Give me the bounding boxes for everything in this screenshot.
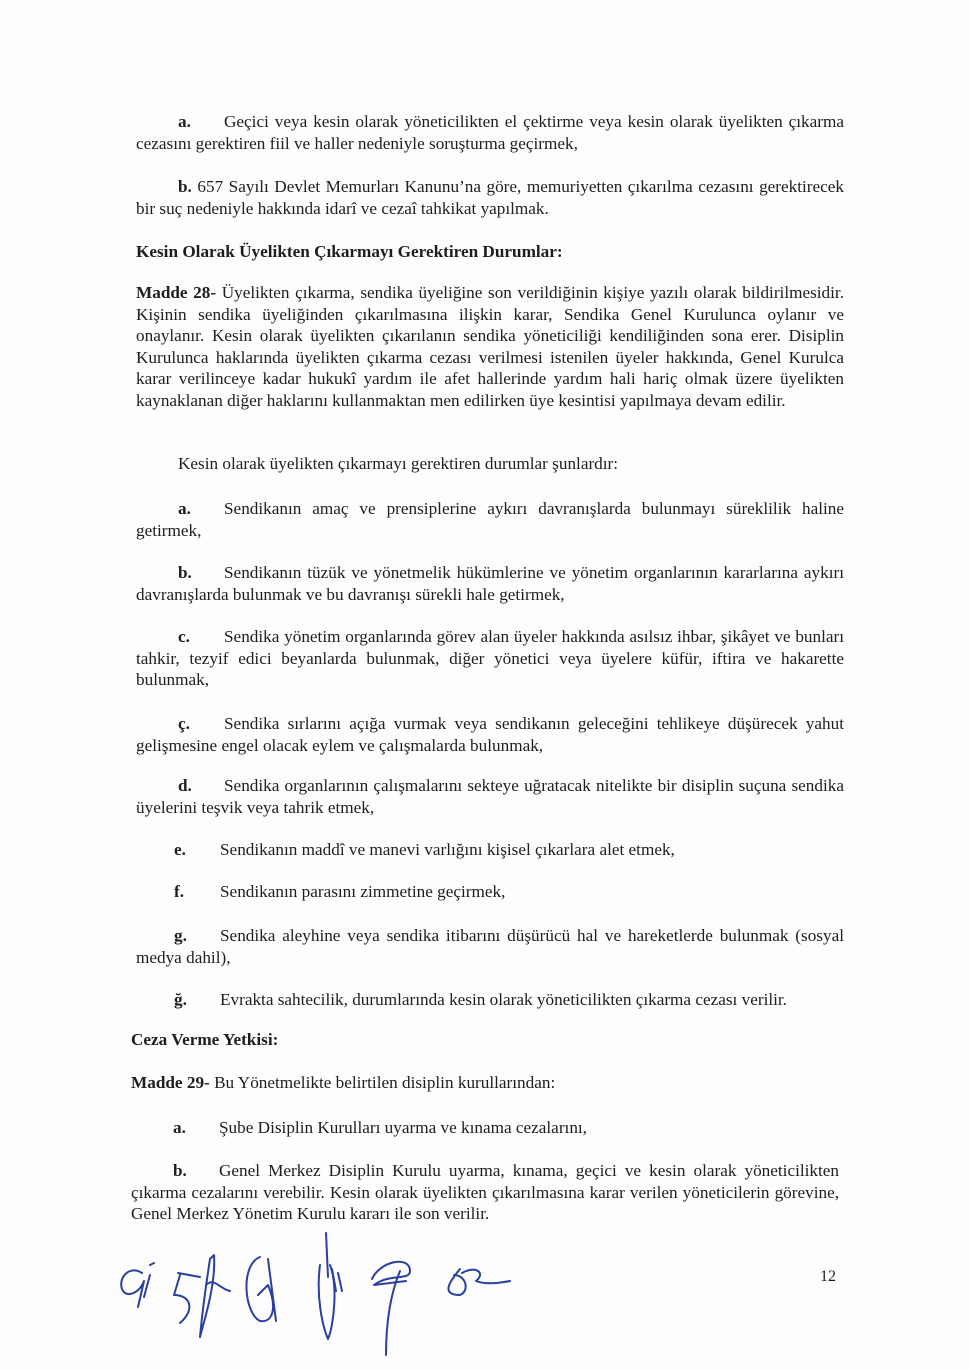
list-item: [136, 925, 844, 968]
item-text: Sendikanın maddî ve manevi varlığını kişisel çıkarlara alet etmek,: [220, 840, 675, 859]
signature-6: [448, 1269, 510, 1295]
list-item: [136, 626, 844, 691]
item-label: a.: [178, 112, 191, 131]
item-label: d.: [178, 776, 192, 795]
item-text: Sendikanın amaç ve prensiplerine aykırı davranışlarda bulunmayı süreklilik haline getirmek,: [136, 499, 844, 540]
signature-2: [174, 1255, 230, 1337]
list-item: [136, 562, 844, 605]
list-item: [136, 713, 844, 756]
article-29: [131, 1072, 839, 1094]
signature-1: [121, 1263, 154, 1307]
item-label: c.: [178, 627, 190, 646]
item-label: b.: [173, 1161, 187, 1180]
signature-4: [319, 1233, 342, 1339]
article-28-intro: [136, 453, 844, 475]
item-label: f.: [174, 882, 185, 901]
signature-5: [372, 1262, 410, 1355]
list-item: [131, 1117, 839, 1139]
top-item-a: [136, 111, 844, 154]
list-item: [136, 839, 844, 861]
intro-text: Kesin olarak üyelikten çıkarmayı gerektiren durumlar şunlardır:: [178, 454, 619, 473]
item-label: ç.: [178, 714, 190, 733]
signatures: [110, 1225, 690, 1365]
article-text: Üyelikten çıkarma, sendika üyeliğine son verildiğinin kişiye yazılı olarak bildirilmesidir. Kişinin sendika üyeliğinden çıkarılmasına ilişkin karar, Sendika Genel Kurulunca oylanır ve onaylanır. Kesin olarak üyelikten çıkarılanın sendika yöneticiliği kendiliğinden sona erer. Disiplin Kurulunca haklarında üyelikten çıkarma cezası verilmesi istenilen üyeler hakkında, Genel Kurulca karar verilinceye kadar hukukî yardım ile afet hallerinde yardım hali hariç olmak üzere üyelikten kaynaklanan diğer haklarını kullanmaktan men edilirken üye kesintisi yapılmaya devam edilir.: [136, 283, 844, 410]
list-item: [136, 989, 844, 1011]
article-text: Bu Yönetmelikte belirtilen disiplin kurullarından:: [214, 1073, 556, 1092]
page-number: 12: [820, 1268, 836, 1285]
signature-3: [246, 1257, 276, 1321]
item-label: ğ.: [174, 990, 187, 1009]
item-text: 657 Sayılı Devlet Memurları Kanunu’na göre, memuriyetten çıkarılma cezasını gerektirecek bir suç nedeniyle hakkında idarî ve cezaî tahkikat yapılmak.: [136, 177, 844, 218]
item-text: Sendikanın parasını zimmetine geçirmek,: [220, 882, 506, 901]
item-text: Sendikanın tüzük ve yönetmelik hükümlerine ve yönetim organlarının kararlarına aykırı davranışlarda bulunmak ve bu davranışı sürekli hale getirmek,: [136, 563, 844, 604]
item-label: b.: [178, 177, 192, 196]
article-28: [136, 282, 844, 411]
list-item: [136, 498, 844, 541]
article-label: Madde 29-: [131, 1073, 210, 1092]
item-text: Genel Merkez Disiplin Kurulu uyarma, kınama, geçici ve kesin olarak yöneticilikten çıkarma cezalarını verebilir. Kesin olarak üyelikten çıkarılmasına karar verilen yöneticilerin görevine, Genel Merkez Yönetim Kurulu kararı ile son verilir.: [131, 1161, 839, 1223]
section-heading-expulsion: Kesin Olarak Üyelikten Çıkarmayı Gerektiren Durumlar:: [136, 242, 563, 261]
top-item-b: [136, 176, 844, 219]
article-label: Madde 28-: [136, 283, 217, 302]
item-text: Sendika yönetim organlarında görev alan üyeler hakkında asılsız ihbar, şikâyet ve bunları tahkir, tezyif edici beyanlarda bulunmak, diğer yönetici veya üyelere küfür, iftira ve hakarette bulunmak,: [136, 627, 844, 689]
item-label: g.: [174, 926, 187, 945]
item-label: e.: [174, 840, 186, 859]
item-text: Evrakta sahtecilik, durumlarında kesin olarak yöneticilikten çıkarma cezası verilir.: [220, 990, 787, 1009]
item-text: Sendika organlarının çalışmalarını sekteye uğratacak nitelikte bir disiplin suçuna sendika üyelerini teşvik veya tahrik etmek,: [136, 776, 844, 817]
item-text: Şube Disiplin Kurulları uyarma ve kınama cezalarını,: [219, 1118, 587, 1137]
item-text: Sendika aleyhine veya sendika itibarını düşürücü hal ve hareketlerde bulunmak (sosyal medya dahil),: [136, 926, 844, 967]
item-text: Sendika sırlarını açığa vurmak veya sendikanın geleceğini tehlikeye düşürecek yahut gelişmesine engel olacak eylem ve çalışmalarda bulunmak,: [136, 714, 844, 755]
list-item: [136, 775, 844, 818]
item-label: a.: [173, 1118, 186, 1137]
list-item: [136, 881, 844, 903]
item-label: a.: [178, 499, 191, 518]
item-label: b.: [178, 563, 192, 582]
list-item: [131, 1160, 839, 1225]
item-text: Geçici veya kesin olarak yöneticilikten el çektirme veya kesin olarak üyelikten çıkarma cezasını gerektiren fiil ve haller nedeniyle soruşturma geçirmek,: [136, 112, 844, 153]
section-heading-authority: Ceza Verme Yetkisi:: [131, 1030, 279, 1049]
